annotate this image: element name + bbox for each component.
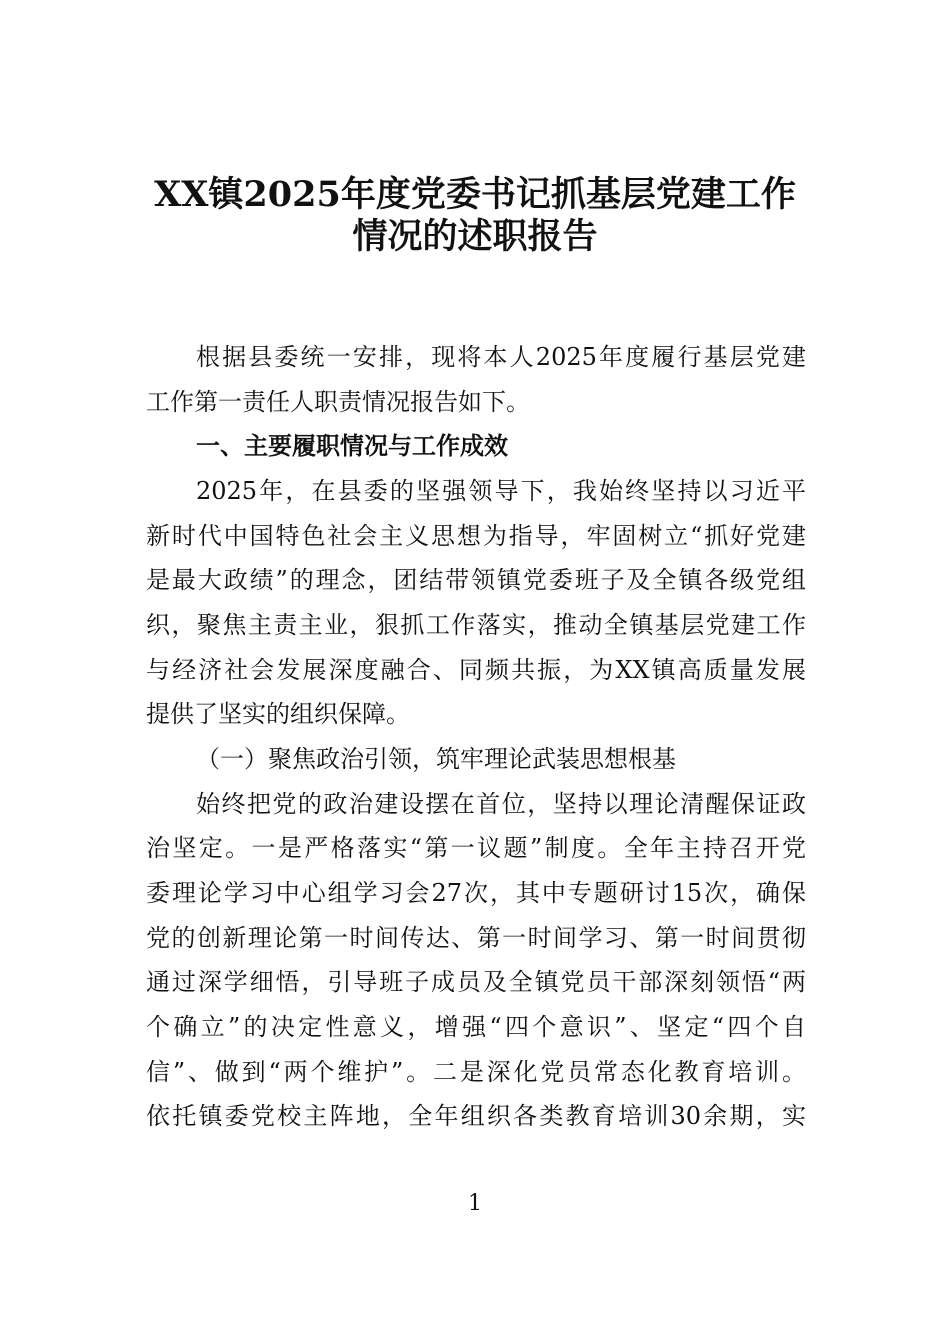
subsection1-line-7: 信”、做到“两个维护”。二是深化党员常态化教育培训。	[146, 1058, 806, 1086]
subsection1-line-8: 依托镇委党校主阵地，全年组织各类教育培训30余期，实	[146, 1102, 806, 1130]
document-title-line-2: 情况的述职报告	[352, 216, 598, 257]
subsection1-line-3: 委理论学习中心组学习会27次，其中专题研讨15次，确保	[146, 879, 806, 907]
section1-line-4: 织，聚焦主责主业，狠抓工作落实，推动全镇基层党建工作	[146, 611, 806, 639]
document-title-line-1: XX镇2025年度党委书记抓基层党建工作	[154, 174, 796, 215]
intro-line-2: 工作第一责任人职责情况报告如下。	[146, 388, 530, 416]
subsection-heading: （一）聚焦政治引领，筑牢理论武装思想根基	[196, 745, 676, 773]
subsection1-line-5: 通过深学细悟，引导班子成员及全镇党员干部深刻领悟“两	[146, 968, 806, 996]
subsection1-line-1: 始终把党的政治建设摆在首位，坚持以理论清醒保证政	[196, 790, 806, 818]
page-number: 1	[468, 1191, 482, 1216]
section1-line-5: 与经济社会发展深度融合、同频共振，为XX镇高质量发展	[146, 656, 806, 684]
section1-line-2: 新时代中国特色社会主义思想为指导，牢固树立“抓好党建	[146, 522, 806, 550]
subsection1-line-4: 党的创新理论第一时间传达、第一时间学习、第一时间贯彻	[146, 924, 806, 952]
section1-line-6: 提供了坚实的组织保障。	[146, 700, 410, 728]
section1-line-3: 是最大政绩”的理念，团结带领镇党委班子及全镇各级党组	[146, 566, 806, 594]
section-heading: 一、主要履职情况与工作成效	[196, 432, 508, 460]
subsection1-line-6: 个确立”的决定性意义，增强“四个意识”、坚定“四个自	[146, 1013, 806, 1041]
intro-line-1: 根据县委统一安排，现将本人2025年度履行基层党建	[196, 343, 806, 371]
section1-line-1: 2025年，在县委的坚强领导下，我始终坚持以习近平	[196, 477, 806, 505]
subsection1-line-2: 治坚定。一是严格落实“第一议题”制度。全年主持召开党	[146, 834, 806, 862]
